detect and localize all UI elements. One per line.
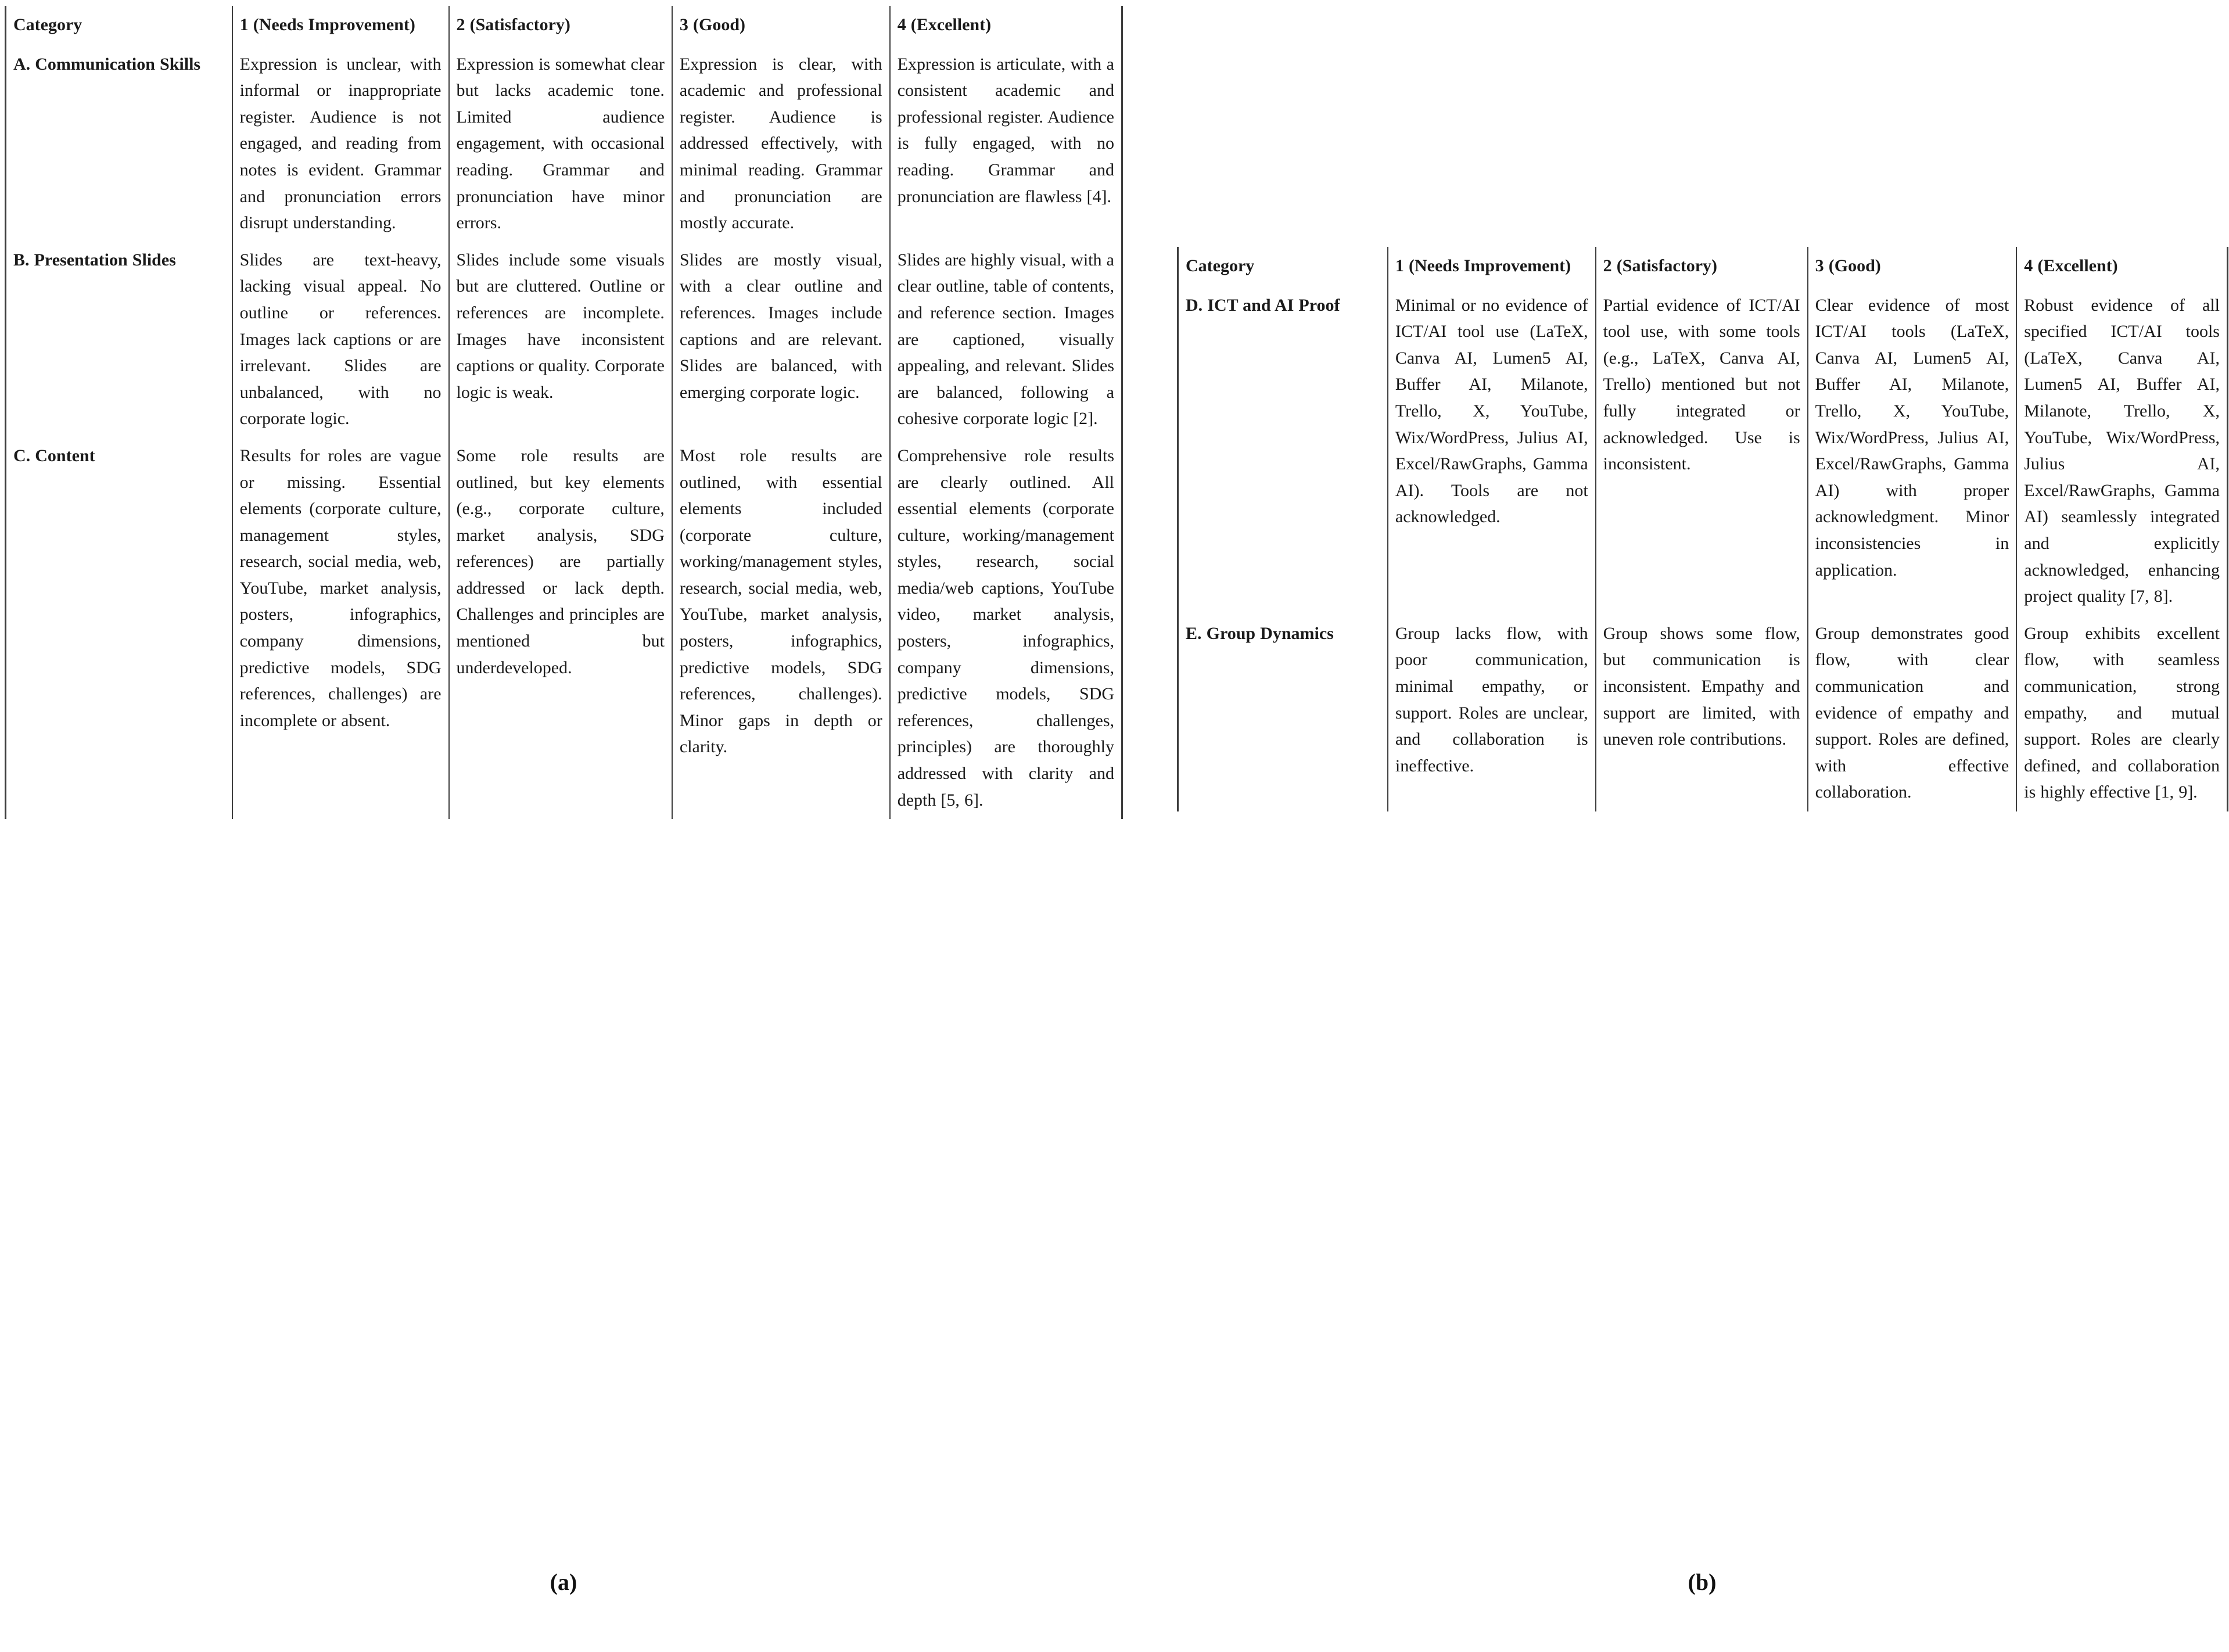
table-b-row-1-level-3: Group demonstrates good flow, with clear communication and evidence of empathy and support. Roles are defined, with effective collaboration. <box>1808 616 2017 811</box>
table-a-row-2-level-1: Results for roles are vague or missing. Essential elements (corporate culture, management styles, research, social media, web, YouTube, market analysis, posters, infographics, company dimensions, predictive models, SDG references, challenges) are incomplete or absent. <box>232 438 449 819</box>
rubric-table-b-panel <box>1177 247 2228 811</box>
table-b-row-0-level-3: Clear evidence of most ICT/AI tools (LaTeX, Canva AI, Lumen5 AI, Buffer AI, Milanote, Trello, X, YouTube, Wix/WordPress, Julius AI, Excel/RawGraphs, Gamma AI) with proper acknowledgment. Minor inconsistencies in application. <box>1808 288 2017 616</box>
subcaption-a: (a) <box>550 1569 577 1595</box>
table-a-header-level-2: 2 (Satisfactory) <box>449 6 672 46</box>
subcaption-b: (b) <box>1688 1569 1717 1595</box>
rubric-table-b <box>1177 247 2228 811</box>
table-row <box>1178 288 2228 616</box>
table-row <box>1178 616 2228 811</box>
table-a-header-level-1: 1 (Needs Improvement) <box>232 6 449 46</box>
table-a-row-1-level-4: Slides are highly visual, with a clear outline, table of contents, and reference section. Images are captioned, visually appealing, and relevant. Slides are balanced, following a cohesive corporate logic [2]. <box>890 242 1122 438</box>
rubric-table-a <box>5 6 1123 819</box>
table-a-row-1-level-2: Slides include some visuals but are cluttered. Outline or references are incomplete. Images have inconsistent captions or quality. Corporate logic is weak. <box>449 242 672 438</box>
table-b-row-0-level-2: Partial evidence of ICT/AI tool use, with some tools (e.g., LaTeX, Canva AI, Trello) mentioned but not fully integrated or acknowledged. Use is inconsistent. <box>1596 288 1808 616</box>
table-row <box>6 438 1122 819</box>
table-row <box>6 46 1122 242</box>
table-b-header-level-3: 3 (Good) <box>1808 247 2017 288</box>
table-a-row-2-category: C. Content <box>6 438 232 819</box>
table-a-row-0-level-3: Expression is clear, with academic and professional register. Audience is addressed effectively, with minimal reading. Grammar and pronunciation are mostly accurate. <box>672 46 890 242</box>
table-b-row-0-level-4: Robust evidence of all specified ICT/AI tools (LaTeX, Canva AI, Lumen5 AI, Buffer AI, Milanote, Trello, X, YouTube, Wix/WordPress, Julius AI, Excel/RawGraphs, Gamma AI) seamlessly integrated and explicitly acknowledged, enhancing project quality [7, 8]. <box>2016 288 2227 616</box>
table-a-row-0-level-1: Expression is unclear, with informal or inappropriate register. Audience is not engaged, and reading from notes is evident. Grammar and pronunciation errors disrupt understanding. <box>232 46 449 242</box>
table-a-row-1-level-3: Slides are mostly visual, with a clear outline and references. Images include captions and are relevant. Slides are balanced, with emerging corporate logic. <box>672 242 890 438</box>
table-a-header-category: Category <box>6 6 232 46</box>
table-b-header-row <box>1178 247 2228 288</box>
table-b-row-0-category: D. ICT and AI Proof <box>1178 288 1388 616</box>
table-a-header-level-4: 4 (Excellent) <box>890 6 1122 46</box>
table-a-row-2-level-3: Most role results are outlined, with essential elements included (corporate culture, working/management styles, research, social media, web, YouTube, market analysis, posters, infographics, predictive models, SDG references, challenges). Minor gaps in depth or clarity. <box>672 438 890 819</box>
table-b-row-1-category: E. Group Dynamics <box>1178 616 1388 811</box>
table-b-header-level-2: 2 (Satisfactory) <box>1596 247 1808 288</box>
table-a-row-0-category: A. Communication Skills <box>6 46 232 242</box>
table-b-row-0-level-1: Minimal or no evidence of ICT/AI tool use (LaTeX, Canva AI, Lumen5 AI, Buffer AI, Milanote, Trello, X, YouTube, Wix/WordPress, Julius AI, Excel/RawGraphs, Gamma AI). Tools are not acknowledged. <box>1388 288 1596 616</box>
table-b-row-1-level-1: Group lacks flow, with poor communication, minimal empathy, or support. Roles are unclear, and collaboration is ineffective. <box>1388 616 1596 811</box>
table-a-row-0-level-2: Expression is somewhat clear but lacks academic tone. Limited audience engagement, with occasional reading. Grammar and pronunciation have minor errors. <box>449 46 672 242</box>
table-b-header-category: Category <box>1178 247 1388 288</box>
table-b-row-1-level-4: Group exhibits excellent flow, with seamless communication, strong empathy, and mutual support. Roles are clearly defined, and collaboration is highly effective [1, 9]. <box>2016 616 2227 811</box>
table-a-header-row <box>6 6 1122 46</box>
table-b-row-1-level-2: Group shows some flow, but communication is inconsistent. Empathy and support are limited, with uneven role contributions. <box>1596 616 1808 811</box>
table-row <box>6 242 1122 438</box>
table-b-header-level-4: 4 (Excellent) <box>2016 247 2227 288</box>
table-a-row-2-level-4: Comprehensive role results are clearly outlined. All essential elements (corporate culture, working/management styles, research, social media/web captions, YouTube video, market analysis, posters, infographics, company dimensions, predictive models, SDG references, challenges, principles) are thoroughly addressed with clarity and depth [5, 6]. <box>890 438 1122 819</box>
table-a-row-1-category: B. Presentation Slides <box>6 242 232 438</box>
table-a-row-2-level-2: Some role results are outlined, but key elements (e.g., corporate culture, market analysis, SDG references) are partially addressed or lack depth. Challenges and principles are mentioned but underdeveloped. <box>449 438 672 819</box>
table-b-header-level-1: 1 (Needs Improvement) <box>1388 247 1596 288</box>
table-a-header-level-3: 3 (Good) <box>672 6 890 46</box>
rubric-table-a-panel <box>5 6 1123 819</box>
table-a-row-1-level-1: Slides are text-heavy, lacking visual appeal. No outline or references. Images lack captions or are irrelevant. Slides are unbalanced, with no corporate logic. <box>232 242 449 438</box>
table-a-row-0-level-4: Expression is articulate, with a consistent academic and professional register. Audience is fully engaged, with no reading. Grammar and pronunciation are flawless [4]. <box>890 46 1122 242</box>
